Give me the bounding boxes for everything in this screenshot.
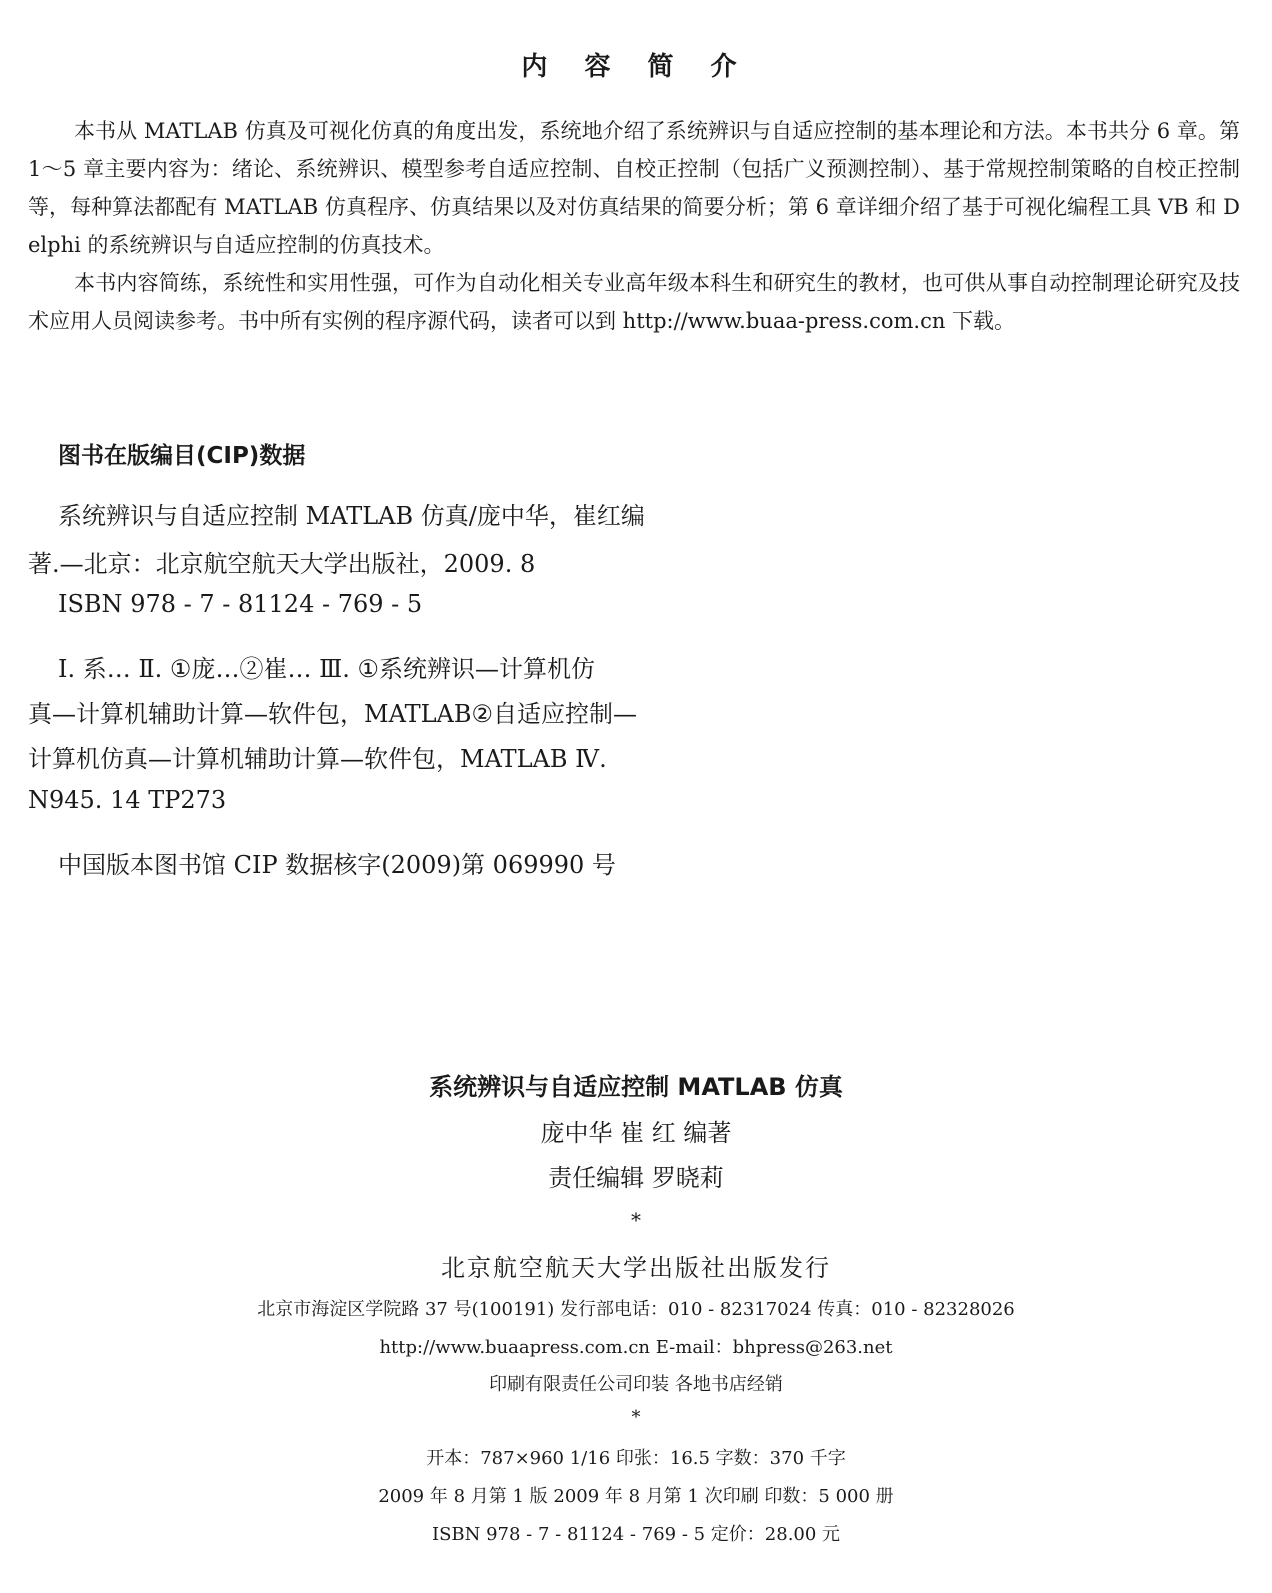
cip-line-6: 计算机仿真—计算机辅助计算—软件包，MATLAB Ⅳ. [28, 745, 607, 773]
cip-record-number: 中国版本图书馆 CIP 数据核字(2009)第 069990 号 [58, 851, 616, 879]
cip-heading: 图书在版编目(CIP)数据 [58, 443, 306, 469]
intro-paragraph-2: 本书内容简练，系统性和实用性强，可作为自动化相关专业高年级本科生和研究生的教材，也可供从事自动控制理论研究及技术应用人员阅读参考。书中所有实例的程序源代码，读者可以到 http://www.buaa-press.com.cn 下载。 [28, 271, 1240, 333]
cip-line-5: 真—计算机辅助计算—软件包，MATLAB②自适应控制— [28, 700, 638, 728]
colophon-publisher: 北京航空航天大学出版社出版发行 [441, 1254, 831, 1282]
intro-title: 内 容 简 介 [521, 52, 751, 82]
cip-line-2: 著.—北京：北京航空航天大学出版社，2009. 8 [28, 550, 536, 578]
colophon-book-title: 系统辨识与自适应控制 MATLAB 仿真 [429, 1073, 843, 1101]
cip-line-4: Ⅰ. 系… Ⅱ. ①庞…②崔… Ⅲ. ①系统辨识—计算机仿 [58, 655, 595, 683]
colophon-separator-1: * [631, 1208, 641, 1232]
intro-paragraph-1: 本书从 MATLAB 仿真及可视化仿真的角度出发，系统地介绍了系统辨识与自适应控制的基本理论和方法。本书共分 6 章。第 1～5 章主要内容为：绪论、系统辨识、模型参考自适应控制、自校正控制（包括广义预测控制）、基于常规控制策略的自校正控制等，每种算法都配有 MATLAB 仿真程序、仿真结果以及对仿真结果的简要分析；第 6 章详细介绍了基于可视化编程工具 VB 和 Delphi 的系统辨识与自适应控制的仿真技术。 [28, 119, 1240, 257]
cip-line-1: 系统辨识与自适应控制 MATLAB 仿真/庞中华，崔红编 [58, 502, 645, 530]
colophon-format: 开本：787×960 1/16 印张：16.5 字数：370 千字 [426, 1448, 846, 1469]
colophon-edition: 2009 年 8 月第 1 版 2009 年 8 月第 1 次印刷 印数：5 000 册 [378, 1486, 894, 1507]
colophon-editor: 责任编辑 罗晓莉 [548, 1164, 724, 1192]
colophon-printer: 印刷有限责任公司印装 各地书店经销 [489, 1374, 783, 1395]
colophon-authors: 庞中华 崔 红 编著 [540, 1119, 732, 1147]
cip-line-isbn: ISBN 978 - 7 - 81124 - 769 - 5 [58, 590, 423, 618]
colophon-separator-2: * [631, 1407, 641, 1428]
cip-line-classification: N945. 14 TP273 [28, 786, 227, 814]
colophon-isbn-price: ISBN 978 - 7 - 81124 - 769 - 5 定价：28.00 元 [431, 1524, 841, 1545]
colophon-address: 北京市海淀区学院路 37 号(100191) 发行部电话：010 - 82317024 传真：010 - 82328026 [257, 1299, 1015, 1320]
colophon-web: http://www.buaapress.com.cn E-mail：bhpress@263.net [379, 1337, 893, 1358]
